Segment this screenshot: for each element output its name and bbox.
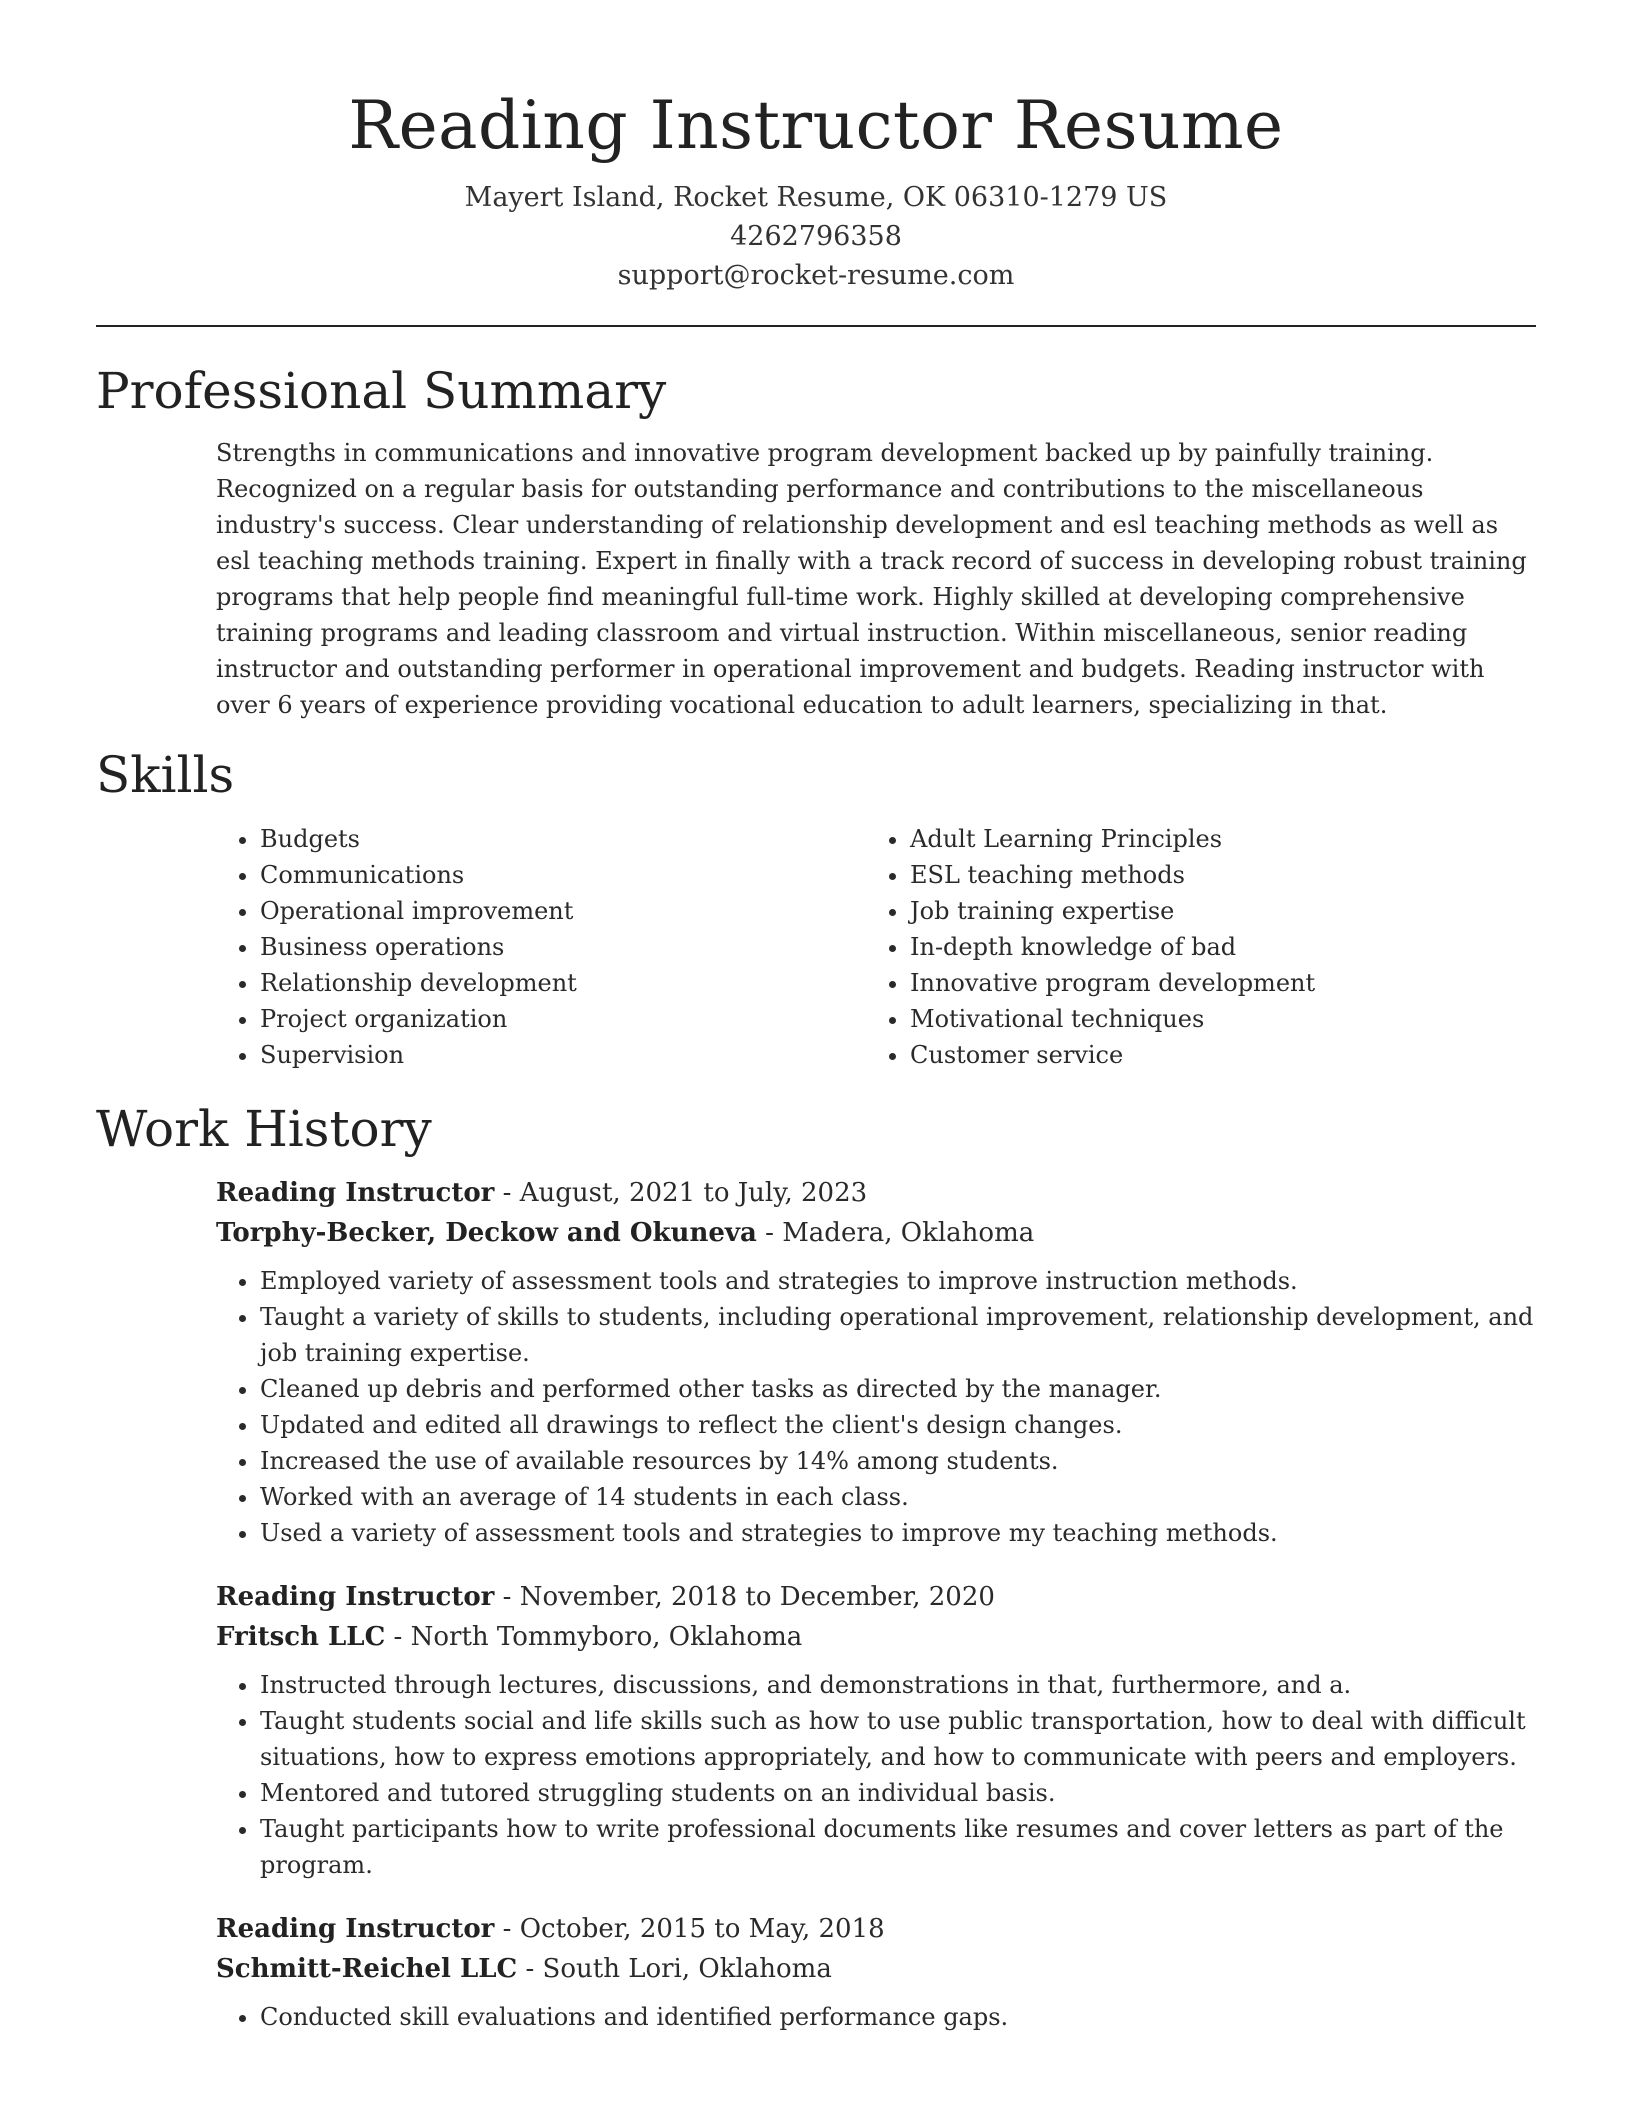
job-company-line: Torphy-Becker, Deckow and Okuneva - Madera, Oklahoma: [216, 1218, 1035, 1248]
skills-section: [96, 745, 1536, 1073]
job-dates: August, 2021 to July, 2023: [519, 1178, 868, 1208]
job-bullet: • Updated and edited all drawings to reflect the client's design changes.: [260, 1407, 1536, 1443]
contact-email: support@rocket-resume.com: [617, 260, 1015, 291]
job-bullet: • Worked with an average of 14 students in each class.: [260, 1479, 1536, 1515]
summary-heading: Professional Summary: [96, 362, 667, 420]
job-bullet: • Employed variety of assessment tools and strategies to improve instruction methods.: [260, 1263, 1536, 1299]
job-location: South Lori, Oklahoma: [542, 1954, 832, 1984]
skills-list-right: [866, 821, 1466, 1073]
skill-item: • Motivational techniques: [910, 1001, 1466, 1037]
skill-item: • Budgets: [260, 821, 866, 857]
contact-phone: 4262796358: [730, 221, 902, 252]
skill-item: • Operational improvement: [260, 893, 866, 929]
job-company-line: Schmitt-Reichel LLC - South Lori, Oklahoma: [216, 1954, 832, 1984]
job-bullets: [216, 1999, 1536, 2035]
job-company: Fritsch LLC: [216, 1622, 386, 1652]
job-bullet: • Taught participants how to write professional documents like resumes and cover letters as part of the program.: [260, 1811, 1536, 1883]
job-company: Torphy-Becker, Deckow and Okuneva: [216, 1218, 757, 1248]
summary-text: Strengths in communications and innovative program development backed up by painfully training. Recognized on a regular basis for outstanding performance and contributions to the miscellaneous industry's success. Clear understanding of relationship development and esl teaching methods as well as esl teaching methods training. Expert in finally with a track record of success in developing robust training programs that help people find meaningful full-time work. Highly skilled at developing comprehensive training programs and leading classroom and virtual instruction. Within miscellaneous, senior reading instructor and outstanding performer in operational improvement and budgets. Reading instructor with over 6 years of experience providing vocational education to adult learners, specializing in that.: [216, 439, 1527, 719]
job-bullet: • Used a variety of assessment tools and strategies to improve my teaching methods.: [260, 1515, 1536, 1551]
skill-item: • Adult Learning Principles: [910, 821, 1466, 857]
work-history-section: [96, 1099, 1536, 2035]
skill-item: • Relationship development: [260, 965, 866, 1001]
job-title-line: Reading Instructor - November, 2018 to December, 2020: [216, 1582, 995, 1612]
skill-item: • Innovative program development: [910, 965, 1466, 1001]
skill-item: • In-depth knowledge of bad: [910, 929, 1466, 965]
job-company: Schmitt-Reichel LLC: [216, 1954, 518, 1984]
job-bullet: • Taught a variety of skills to students, including operational improvement, relationship development, and job training expertise.: [260, 1299, 1536, 1371]
job-title-line: Reading Instructor - October, 2015 to May, 2018: [216, 1914, 885, 1944]
job-entry: [216, 1173, 1536, 1551]
job-entry: [216, 1577, 1536, 1883]
job-bullet: • Mentored and tutored struggling students on an individual basis.: [260, 1775, 1536, 1811]
job-bullets: [216, 1667, 1536, 1883]
job-bullets: [216, 1263, 1536, 1551]
skills-columns: [216, 821, 1536, 1073]
job-dates: November, 2018 to December, 2020: [519, 1582, 995, 1612]
job-bullet: • Taught students social and life skills such as how to use public transportation, how to deal with difficult situations, how to express emotions appropriately, and how to communicate with peers and employers.: [260, 1703, 1536, 1775]
skill-item: • ESL teaching methods: [910, 857, 1466, 893]
skill-item: • Supervision: [260, 1037, 866, 1073]
job-title: Reading Instructor: [216, 1178, 495, 1208]
professional-summary-section: [96, 361, 1536, 723]
resume-title: Reading Instructor Resume: [348, 87, 1284, 164]
skill-item: • Customer service: [910, 1037, 1466, 1073]
job-title-line: Reading Instructor - August, 2021 to July, 2023: [216, 1178, 868, 1208]
skill-item: • Job training expertise: [910, 893, 1466, 929]
job-dates: October, 2015 to May, 2018: [519, 1914, 885, 1944]
job-company-line: Fritsch LLC - North Tommyboro, Oklahoma: [216, 1622, 803, 1652]
job-bullet: • Conducted skill evaluations and identified performance gaps.: [260, 1999, 1536, 2035]
skill-item: • Business operations: [260, 929, 866, 965]
skills-heading: Skills: [96, 746, 235, 804]
skills-list-left: [216, 821, 866, 1073]
skill-item: • Project organization: [260, 1001, 866, 1037]
job-location: North Tommyboro, Oklahoma: [410, 1622, 803, 1652]
job-bullet: • Cleaned up debris and performed other tasks as directed by the manager.: [260, 1371, 1536, 1407]
job-location: Madera, Oklahoma: [782, 1218, 1035, 1248]
contact-info: [96, 178, 1536, 295]
job-entry: [216, 1909, 1536, 2035]
contact-address: Mayert Island, Rocket Resume, OK 06310-1279 US: [464, 182, 1168, 213]
job-title: Reading Instructor: [216, 1582, 495, 1612]
skill-item: • Communications: [260, 857, 866, 893]
job-bullet: • Instructed through lectures, discussions, and demonstrations in that, furthermore, and a.: [260, 1667, 1536, 1703]
job-title: Reading Instructor: [216, 1914, 495, 1944]
header-divider: [96, 325, 1536, 327]
work-history-heading: Work History: [96, 1100, 432, 1158]
job-bullet: • Increased the use of available resources by 14% among students.: [260, 1443, 1536, 1479]
